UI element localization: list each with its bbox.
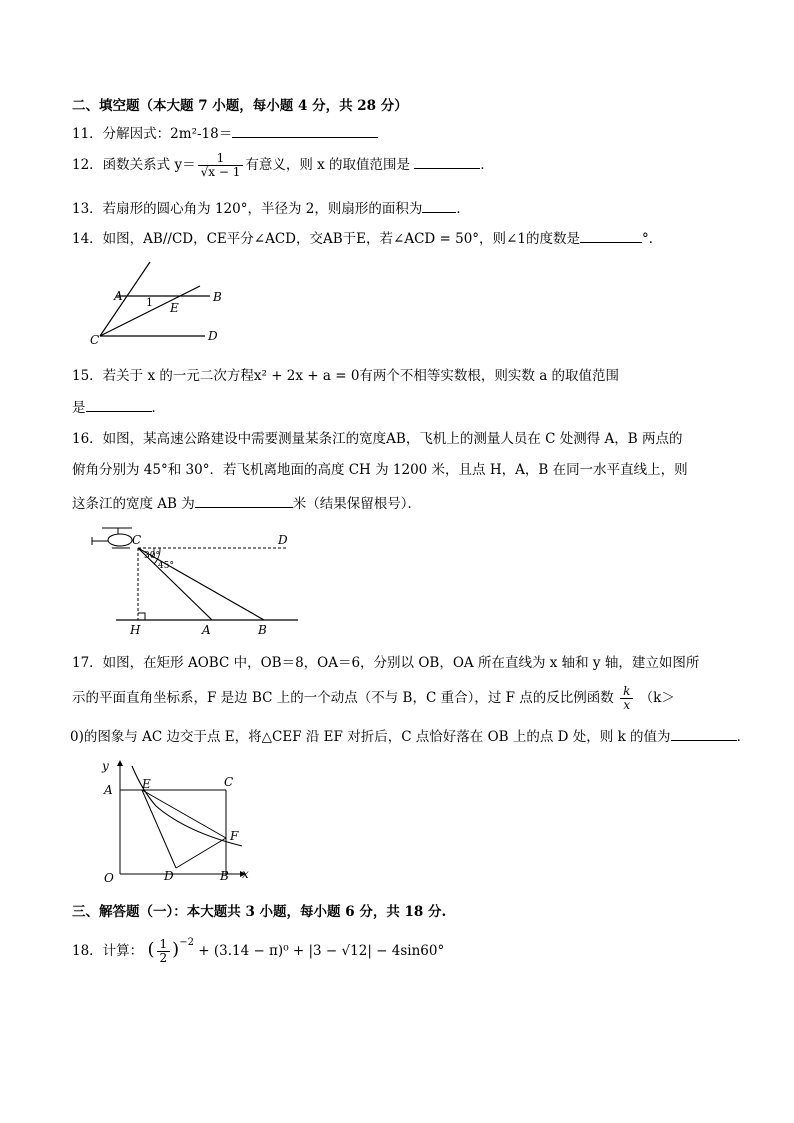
q17-y-arrow bbox=[117, 760, 123, 766]
q18-fraction bbox=[157, 938, 171, 965]
q17-line-ef bbox=[142, 790, 226, 838]
q18-prefix: 18．计算： bbox=[72, 943, 144, 959]
q12-frac-num: 1 bbox=[216, 151, 225, 165]
q17-label-e: E bbox=[142, 777, 151, 791]
q17-fraction bbox=[620, 685, 633, 712]
q12-fraction bbox=[198, 152, 244, 179]
q12-end: ． bbox=[480, 157, 494, 173]
question-17-line-1: 17．如图，在矩形 AOBC 中，OB＝8，OA＝6，分别以 OB，OA 所在直线为 x 轴和 y 轴，建立如图所 bbox=[72, 655, 700, 671]
q15-end: ． bbox=[151, 400, 165, 416]
q16-right-angle bbox=[138, 613, 145, 620]
q13-end: ． bbox=[456, 201, 470, 217]
section-2-heading: 二、填空题（本大题 7 小题，每小题 4 分，共 28 分） bbox=[72, 98, 408, 114]
q17-text: 示的平面直角坐标系，F 是边 BC 上的一个动点（不与 B，C 重合），过 F 点的反比例函数 bbox=[72, 690, 614, 706]
q18-frac-den: 2 bbox=[157, 951, 171, 965]
q12-answer-blank bbox=[414, 155, 480, 169]
q17-suffix: （k＞ bbox=[639, 690, 675, 706]
q14-text: 14．如图，AB//CD，CE平分∠ACD，交AB于E，若∠ACD = 50°，则∠1的度数是 bbox=[72, 231, 580, 247]
question-14 bbox=[72, 229, 662, 248]
q16-angle-45: 45° bbox=[158, 561, 174, 571]
q17-end: ． bbox=[736, 729, 751, 745]
q13-answer-blank bbox=[422, 199, 456, 213]
q13-text: 13．若扇形的圆心角为 120°，半径为 2，则扇形的面积为 bbox=[72, 201, 423, 217]
q16-prefix: 这条江的宽度 AB 为 bbox=[72, 496, 195, 512]
q18-expression: + (3.14 − π)⁰ + |3 − √12| − 4sin60° bbox=[198, 943, 445, 959]
q12-suffix: 有意义，则 x 的取值范围是 bbox=[245, 157, 411, 173]
question-15-line-2 bbox=[72, 398, 165, 417]
q17-text-3: 0)的图象与 AC 边交于点 E，将△CEF 沿 EF 对折后，C 点恰好落在 OB 上的点 D 处，则 k 的值为 bbox=[70, 729, 671, 745]
q16-label-c: C bbox=[132, 533, 142, 547]
q17-line-ed bbox=[142, 790, 176, 868]
question-16-line-3 bbox=[72, 494, 421, 513]
q17-label-b: B bbox=[220, 869, 229, 883]
helicopter-icon bbox=[92, 528, 132, 548]
q16-figure bbox=[88, 522, 308, 640]
q17-label-a: A bbox=[104, 783, 113, 797]
question-17-line-3 bbox=[70, 727, 750, 746]
q12-frac-den: √x − 1 bbox=[198, 165, 244, 179]
q14-label-c: C bbox=[90, 333, 100, 347]
question-17-line-2 bbox=[72, 685, 675, 712]
q16-label-h: H bbox=[130, 623, 141, 637]
q11-answer-blank bbox=[232, 124, 378, 138]
q17-label-d: D bbox=[164, 869, 174, 883]
q16-angle-30: 30° bbox=[144, 551, 160, 561]
q18-paren-close: ) bbox=[172, 939, 180, 960]
q14-label-a: A bbox=[114, 289, 123, 303]
question-15-line-1: 15．若关于 x 的一元二次方程x² + 2x + a = 0有两个不相等实数根，则实数 a 的取值范围 bbox=[72, 368, 620, 384]
q16-label-d: D bbox=[278, 533, 288, 547]
question-16-line-1: 16．如图，某高速公路建设中需要测量某条江的宽度AB，飞机上的测量人员在 C 处测得 A，B 两点的 bbox=[72, 431, 683, 447]
q14-end: °． bbox=[641, 231, 663, 247]
q16-label-a: A bbox=[202, 623, 211, 637]
q14-label-d: D bbox=[208, 329, 218, 343]
q14-figure bbox=[80, 258, 240, 350]
q18-paren-open: ( bbox=[147, 939, 155, 960]
q18-frac-num: 1 bbox=[159, 937, 168, 951]
question-12 bbox=[72, 152, 494, 179]
q14-angle-1: 1 bbox=[146, 296, 153, 309]
section-3-heading: 三、解答题（一）：本大题共 3 小题，每小题 6 分，共 18 分. bbox=[72, 904, 447, 920]
question-11 bbox=[72, 124, 378, 143]
q17-label-f: F bbox=[230, 829, 239, 843]
q17-label-x: x bbox=[242, 867, 249, 881]
q17-frac-den: x bbox=[620, 698, 633, 712]
q11-text: 11．分解因式：2m²-18＝ bbox=[72, 126, 233, 142]
q14-label-b: B bbox=[213, 290, 222, 304]
q17-label-y: y bbox=[102, 759, 109, 773]
q17-label-o: O bbox=[104, 871, 114, 885]
q16-label-b: B bbox=[258, 623, 267, 637]
question-16-line-2: 俯角分别为 45°和 30°．若飞机离地面的高度 CH 为 1200 米，且点 H，A，B 在同一水平直线上，则 bbox=[72, 462, 688, 478]
q17-line-df bbox=[176, 838, 226, 868]
q14-answer-blank bbox=[580, 229, 642, 243]
q16-answer-blank bbox=[195, 494, 293, 508]
q17-frac-num: k bbox=[623, 684, 631, 698]
q14-label-e: E bbox=[170, 301, 179, 315]
q15-prefix: 是 bbox=[72, 400, 86, 416]
q17-answer-blank bbox=[671, 727, 737, 741]
q14-line-ac bbox=[100, 262, 150, 336]
question-18 bbox=[72, 934, 444, 965]
q15-answer-blank bbox=[86, 398, 152, 412]
q18-exponent: −2 bbox=[179, 937, 194, 948]
q16-suffix: 米（结果保留根号）． bbox=[292, 496, 422, 512]
question-13 bbox=[72, 199, 470, 218]
q12-prefix: 12．函数关系式 y＝ bbox=[72, 157, 196, 173]
q17-figure bbox=[96, 756, 256, 886]
q17-label-c: C bbox=[224, 775, 234, 789]
